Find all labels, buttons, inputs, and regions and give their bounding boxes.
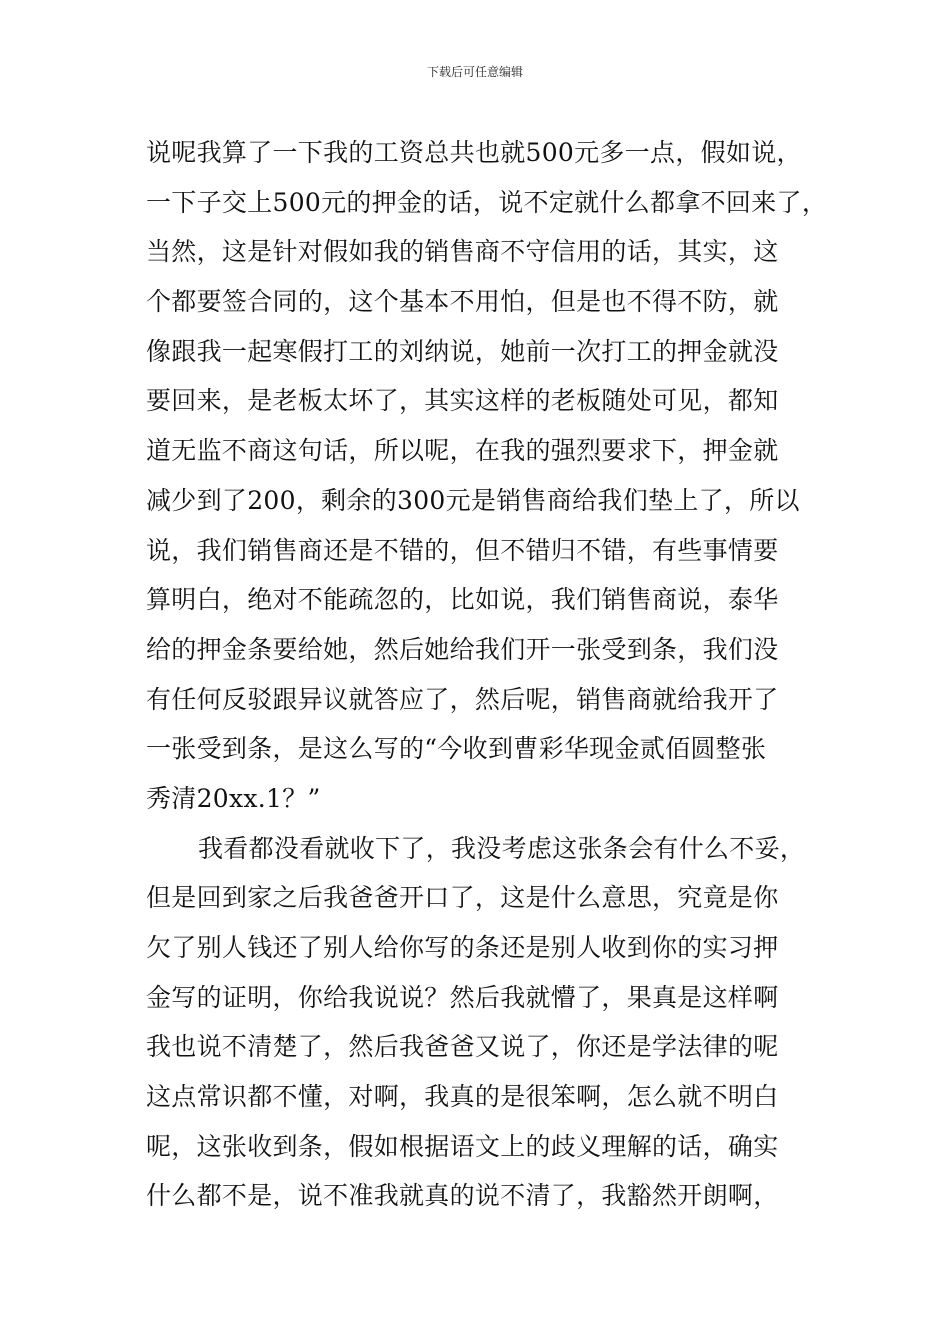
- text-line: 减少到了200，剩余的300元是销售商给我们垫上了，所以: [146, 485, 800, 515]
- text-line: 当然，这是针对假如我的销售商不守信用的话，其实，这: [146, 237, 779, 267]
- paragraph-1: [146, 128, 836, 824]
- text-line: 但是回到家之后我爸爸开口了，这是什么意思，究竟是你: [146, 883, 779, 913]
- text-line: 要回来，是老板太坏了，其实这样的老板随处可见，都知: [146, 386, 779, 416]
- text-line: 道无监不商这句话，所以呢，在我的强烈要求下，押金就: [146, 436, 779, 466]
- text-line: 什么都不是，说不准我就真的说不清了，我豁然开朗啊，: [146, 1181, 779, 1211]
- paragraph-2: [146, 824, 836, 1222]
- text-line: 说呢我算了一下我的工资总共也就500元多一点，假如说，: [146, 138, 802, 167]
- text-line: 秀清20xx.1？”: [146, 783, 321, 813]
- text-line: 这点常识都不懂，对啊，我真的是很笨啊，怎么就不明白: [146, 1082, 779, 1112]
- text-line: 我也说不清楚了，然后我爸爸又说了，你还是学法律的呢: [146, 1032, 779, 1062]
- text-line: 算明白，绝对不能疏忽的，比如说，我们销售商说，泰华: [146, 585, 779, 615]
- text-line: 一张受到条，是这么写的“今收到曹彩华现金贰佰圆整张: [146, 734, 767, 764]
- text-line: 说，我们销售商还是不错的，但不错归不错，有些事情要: [146, 535, 779, 565]
- text-line: 像跟我一起寒假打工的刘纳说，她前一次打工的押金就没: [146, 336, 779, 366]
- text-line: 金写的证明，你给我说说？然后我就懵了，果真是这样啊: [146, 982, 779, 1012]
- text-line: 个都要签合同的，这个基本不用怕，但是也不得不防，就: [146, 287, 779, 317]
- document-body: [146, 128, 836, 1221]
- text-line: 呢，这张收到条，假如根据语文上的歧义理解的话，确实: [146, 1131, 779, 1161]
- text-line: 给的押金条要给她，然后她给我们开一张受到条，我们没: [146, 634, 779, 664]
- page-header-note: 下载后可任意编辑: [426, 65, 523, 79]
- text-line: 我看都没看就收下了，我没考虑这张条会有什么不妥，: [198, 833, 806, 863]
- text-line: 欠了别人钱还了别人给你写的条还是别人收到你的实习押: [146, 933, 779, 962]
- text-line: 有任何反驳跟异议就答应了，然后呢，销售商就给我开了: [146, 684, 779, 714]
- text-line: 一下子交上500元的押金的话，说不定就什么都拿不回来了，: [146, 187, 828, 217]
